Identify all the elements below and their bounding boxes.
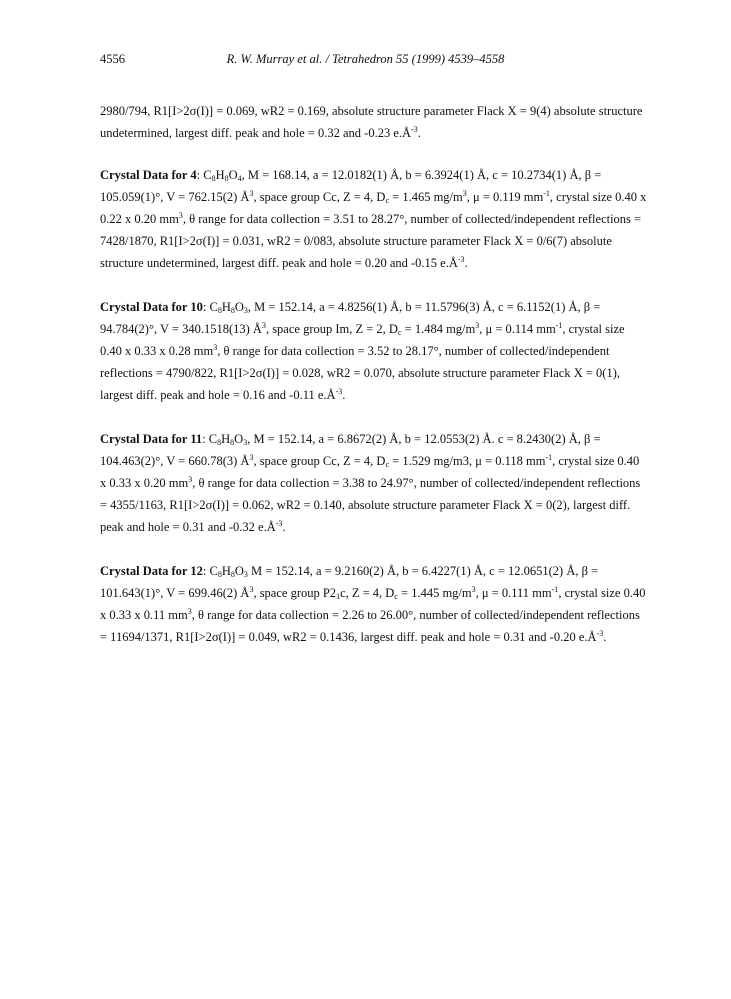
- crystal-data-11: [100, 428, 641, 538]
- crystal-data-10: [100, 296, 638, 406]
- text-line: 101.643(1)°, V = 699.46(2) $Å^3$, space group $P2_1c$, Z = 4, $D_c = 1.445$ $mg/m^3$, μ = 0.111 $mm^{-1}$, crystal size 0.40: [100, 585, 646, 601]
- text-line: 2980/794, R1[I>2σ(I)] = 0.069, wR2 = 0.169, absolute structure parameter Flack X = 9(4) absolute structure: [100, 104, 643, 118]
- text-line: = 4355/1163, R1[I>2σ(I)] = 0.062, wR2 = 0.140, absolute structure parameter Flack X = 0(2), largest diff.: [100, 498, 631, 512]
- text-line: 0.22 x 0.20 $mm^3$, θ range for data collection = 3.51 to 28.27°, number of collected/independent reflections =: [100, 211, 642, 226]
- text-line: Crystal Data for 4: $C_8H_8O_4$, M = 168.14, a = 12.0182(1) Å, b = 6.3924(1) Å, c = 10.2734(1) Å, β =: [100, 168, 602, 183]
- text-line: Crystal Data for 10: $C_8H_8O_3$, M = 152.14, a = 4.8256(1) Å, b = 11.5796(3) Å, c = 6.1152(1) Å, β =: [100, 300, 601, 315]
- text-line: 7428/1870, R1[I>2σ(I)] = 0.031, wR2 = 0/083, absolute structure parameter Flack X = 0/6(7) absolute: [100, 234, 612, 248]
- paragraph-lead: Crystal Data for 12: [100, 564, 203, 578]
- text-line: largest diff. peak and hole = 0.16 and -0.11 $e.Å^{-3}$.: [100, 387, 346, 402]
- crystal-data-4: [100, 164, 647, 274]
- text-line: peak and hole = 0.31 and -0.32 $e.Å^{-3}$.: [100, 519, 286, 534]
- text-line: x 0.33 x 0.20 $mm^3$, θ range for data collection = 3.38 to 24.97°, number of collected/independent reflections: [100, 475, 641, 490]
- paragraph-lead: Crystal Data for 10: [100, 300, 203, 314]
- text-line: 104.463(2)°, V = 660.78(3) $Å^3$, space group Cc, Z = 4, $D_c = 1.529$ mg/m3, μ = 0.118 $mm^{-1}$, crystal size 0.40: [100, 453, 640, 469]
- text-line: undetermined, largest diff. peak and hole = 0.32 and -0.23 $e.Å^{-3}$.: [100, 125, 421, 140]
- crystal-data-12: [100, 560, 646, 648]
- paragraph-lead: Crystal Data for 4: [100, 168, 197, 182]
- text-line: 105.059(1)°, V = 762.15(2) $Å^3$, space group Cc, Z = 4, $D_c = 1.465$ $mg/m^3$, μ = 0.119 $mm^{-1}$, crystal size 0.40 x: [100, 189, 647, 205]
- text-line: 94.784(2)°, V = 340.1518(13) $Å^3$, space group Im, Z = 2, $D_c = 1.484$ $mg/m^3$, μ = 0.114 $mm^{-1}$, crystal size: [100, 321, 625, 337]
- text-line: 0.40 x 0.33 x 0.28 $mm^3$, θ range for data collection = 3.52 to 28.17°, number of collected/independent: [100, 343, 610, 358]
- page-number: 4556: [100, 52, 125, 66]
- text-line: Crystal Data for 11: $C_8H_8O_3$, M = 152.14, a = 6.8672(2) Å, b = 12.0553(2) Å. c = 8.2430(2) Å, β =: [100, 432, 601, 447]
- text-line: Crystal Data for 12: $C_8H_8O_3$ M = 152.14, a = 9.2160(2) Å, b = 6.4227(1) Å, c = 12.0651(2) Å, β =: [100, 564, 599, 579]
- running-head: R. W. Murray et al. / Tetrahedron 55 (1999) 4539–4558: [226, 52, 505, 66]
- text-line: structure undetermined, largest diff. peak and hole = 0.20 and -0.15 $e.Å^{-3}$.: [100, 255, 468, 270]
- paragraph-lead: Crystal Data for 11: [100, 432, 203, 446]
- text-line: = 11694/1371, R1[I>2σ(I)] = 0.049, wR2 = 0.1436, largest diff. peak and hole = 0.31 and -0.20 $e.Å^{-3}$.: [100, 629, 607, 644]
- continued-paragraph: [100, 100, 643, 144]
- text-line: reflections = 4790/822, R1[I>2σ(I)] = 0.028, wR2 = 0.070, absolute structure parameter Flack X = 0(1),: [100, 366, 620, 380]
- text-line: x 0.33 x 0.11 $mm^3$, θ range for data collection = 2.26 to 26.00°, number of collected/independent reflections: [100, 607, 640, 622]
